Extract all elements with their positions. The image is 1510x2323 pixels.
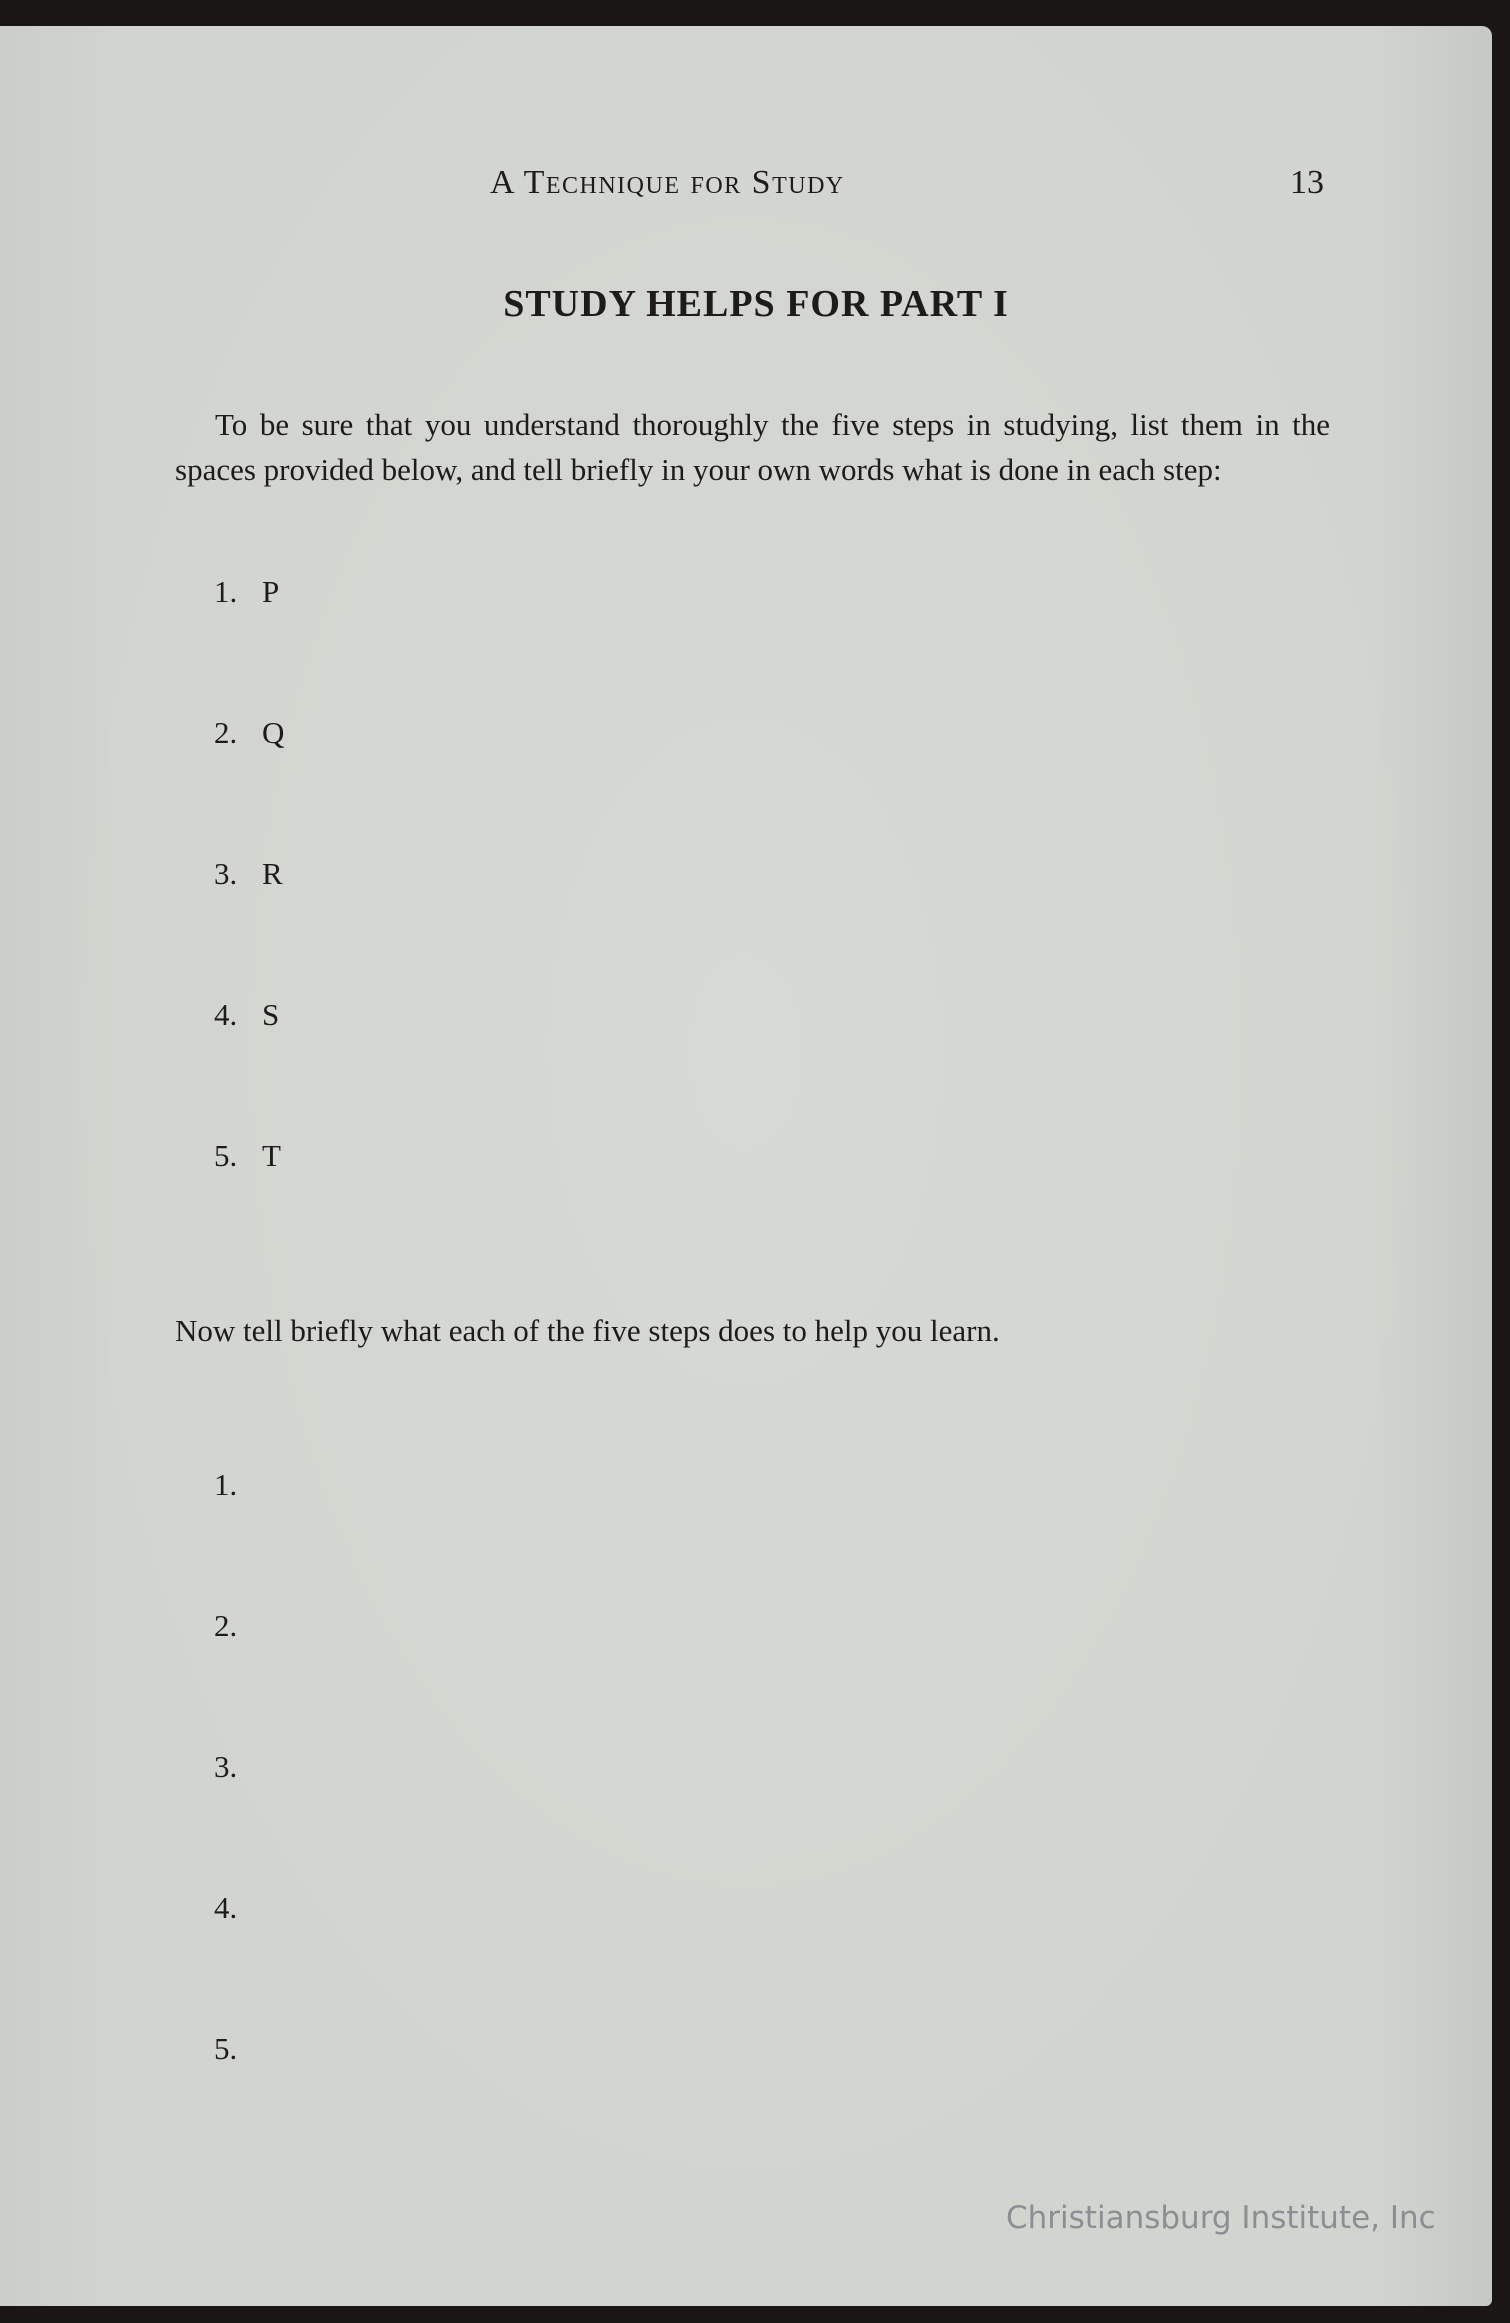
running-head: A Technique for Study [490, 164, 845, 201]
step-letter: Q [262, 715, 285, 750]
section-title: STUDY HELPS FOR PART I [503, 283, 1009, 325]
step-item [214, 1138, 284, 1279]
step-letter: S [262, 997, 280, 1032]
answer-item: 5. [214, 2031, 238, 2066]
answer-item: 4. [214, 1890, 238, 1925]
step-letter: P [262, 574, 280, 609]
watermark: Christiansburg Institute, Inc [1006, 2200, 1436, 2236]
answer-item: 3. [214, 1749, 238, 1784]
step-letter: R [262, 856, 283, 891]
step-number: 3. [214, 856, 238, 891]
step-item [214, 856, 284, 997]
step-number: 4. [214, 997, 238, 1032]
page-number: 13 [1290, 164, 1324, 201]
answer-item: 2. [214, 1608, 238, 1643]
step-number: 2. [214, 715, 238, 750]
steps-list [214, 574, 284, 1279]
page-header [0, 164, 1492, 224]
second-prompt: Now tell briefly what each of the five steps does to help you learn. [175, 1313, 1000, 1348]
step-letter: T [262, 1138, 281, 1173]
step-number: 5. [214, 1138, 238, 1173]
step-item [214, 715, 284, 856]
step-item [214, 997, 284, 1138]
book-page [0, 26, 1492, 2306]
answers-list [214, 1467, 237, 2172]
answer-item: 1. [214, 1467, 238, 1502]
step-item [214, 574, 284, 715]
step-number: 1. [214, 574, 238, 609]
intro-paragraph: To be sure that you understand thoroughly the five steps in studying, list them in the spaces provided below, and tell briefly in your own words what is done in each step: [175, 407, 1330, 487]
